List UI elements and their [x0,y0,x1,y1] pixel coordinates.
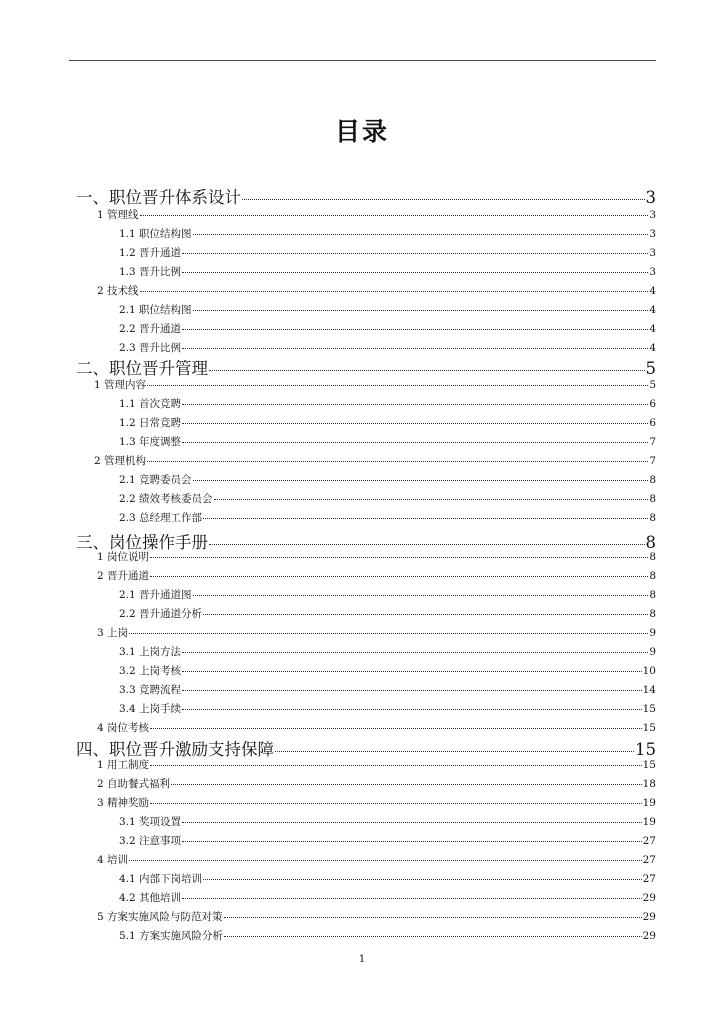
toc-entry-label: 2 技术线 [97,285,139,297]
toc-entry-page: 19 [642,797,656,809]
toc-entry-page: 15 [642,703,656,715]
toc-entry-label: 2.2 绩效考核委员会 [119,493,213,505]
toc-leader-dots [275,751,634,752]
toc-entry-label: 3 精神奖励 [97,797,150,809]
toc-entry-label: 1 管理线 [97,209,139,221]
toc-leader-dots [171,784,642,785]
toc-entry[interactable] [119,587,656,601]
toc-entry[interactable] [94,377,656,391]
toc-leader-dots [182,652,648,653]
toc-leader-dots [182,442,648,443]
toc-entry-page: 4 [649,285,656,297]
toc-entry[interactable] [119,264,656,278]
toc-entry-page: 19 [642,816,656,828]
toc-entry-page: 3 [645,188,656,207]
toc-leader-dots [147,385,648,386]
toc-leader-dots [203,518,648,519]
toc-entry[interactable] [76,529,656,552]
toc-entry-label: 1 管理内容 [94,379,147,391]
toc-entry-page: 15 [635,740,656,759]
toc-leader-dots [182,671,642,672]
page-number: 1 [358,954,366,965]
toc-entry[interactable] [119,472,656,486]
toc-entry-label: 2.1 职位结构图 [119,304,192,316]
toc-entry-page: 4 [649,323,656,335]
toc-entry-label: 2.2 晋升通道分析 [119,608,203,620]
toc-entry[interactable] [94,453,656,467]
toc-leader-dots [193,310,649,311]
toc-entry-page: 10 [642,665,656,677]
toc-leader-dots [150,576,648,577]
toc-leader-dots [150,765,642,766]
toc-entry-page: 4 [649,304,656,316]
toc-entry[interactable] [119,814,656,828]
toc-entry-page: 3 [649,228,656,240]
toc-leader-dots [182,272,648,273]
toc-entry-label: 四、职位晋升激励支持保障 [76,740,274,759]
toc-entry-label: 2.3 总经理工作部 [119,512,203,524]
toc-leader-dots [182,690,642,691]
toc-entry[interactable] [119,245,656,259]
toc-entry-label: 2.1 竞聘委员会 [119,474,192,486]
toc-entry-page: 29 [642,911,656,923]
toc-leader-dots [140,215,649,216]
toc-entry-page: 27 [642,854,656,866]
toc-leader-dots [209,544,645,545]
toc-entry-label: 3.3 竞聘流程 [119,684,182,696]
toc-leader-dots [182,423,648,424]
toc-entry-label: 3.1 上岗方法 [119,646,182,658]
toc-entry[interactable] [119,871,656,885]
toc-entry-page: 6 [649,417,656,429]
toc-entry-page: 8 [649,589,656,601]
toc-entry[interactable] [119,302,656,316]
toc-entry-page: 3 [649,247,656,259]
toc-entry-page: 14 [642,684,656,696]
toc-entry-label: 1.2 晋升通道 [119,247,182,259]
toc-entry-page: 3 [649,266,656,278]
toc-entry-label: 2 管理机构 [94,455,147,467]
toc-entry[interactable] [119,890,656,904]
toc-entry-page: 15 [642,759,656,771]
toc-entry-label: 1.2 日常竞聘 [119,417,182,429]
toc-leader-dots [182,348,648,349]
toc-entry-label: 二、职位晋升管理 [76,359,208,378]
toc-entry-label: 1.1 首次竞聘 [119,398,182,410]
toc-entry[interactable] [119,434,656,448]
toc-leader-dots [193,480,649,481]
toc-leader-dots [203,879,642,880]
toc-entry[interactable] [97,549,656,563]
toc-entry[interactable] [119,396,656,410]
toc-entry-label: 2.2 晋升通道 [119,323,182,335]
toc-entry[interactable] [97,207,656,221]
toc-entry-page: 15 [642,722,656,734]
toc-leader-dots [147,461,648,462]
toc-entry-label: 1 用工制度 [97,759,150,771]
toc-entry-page: 8 [649,512,656,524]
toc-leader-dots [150,557,648,558]
toc-leader-dots [182,404,648,405]
toc-entry[interactable] [97,625,656,639]
toc-entry[interactable] [97,909,656,923]
toc-entry[interactable] [119,415,656,429]
toc-leader-dots [182,329,648,330]
toc-entry[interactable] [97,757,656,771]
toc-leader-dots [150,803,642,804]
toc-entry-label: 一、职位晋升体系设计 [76,188,241,207]
toc-entry-page: 9 [649,646,656,658]
toc-leader-dots [182,898,642,899]
toc-entry-label: 1.1 职位结构图 [119,228,192,240]
toc-entry[interactable] [119,606,656,620]
toc-entry-page: 6 [649,398,656,410]
toc-entry[interactable] [119,928,656,942]
toc-entry-page: 5 [645,359,656,378]
toc-entry[interactable] [119,833,656,847]
toc-leader-dots [203,614,648,615]
toc-entry-label: 3.2 上岗考核 [119,665,182,677]
toc-entry[interactable] [97,852,656,866]
toc-entry-label: 3 上岗 [97,627,129,639]
toc-leader-dots [182,822,642,823]
toc-leader-dots [182,709,642,710]
toc-entry-label: 2.1 晋升通道图 [119,589,192,601]
toc-entry[interactable] [119,226,656,240]
toc-entry-label: 4 岗位考核 [97,722,150,734]
toc-entry[interactable] [97,795,656,809]
toc-entry-label: 1.3 年度调整 [119,436,182,448]
toc-entry-label: 5 方案实施风险与防范对策 [97,911,223,923]
toc-entry-page: 27 [642,835,656,847]
toc-entry-page: 4 [649,342,656,354]
toc-entry[interactable] [119,644,656,658]
page-title: 目录 [334,117,389,146]
toc-leader-dots [150,728,642,729]
toc-entry-page: 5 [649,379,656,391]
toc-entry-page: 29 [642,892,656,904]
toc-leader-dots [242,199,645,200]
toc-entry[interactable] [97,720,656,734]
toc-entry[interactable] [119,340,656,354]
toc-leader-dots [140,291,649,292]
toc-entry-label: 3.1 奖项设置 [119,816,182,828]
toc-entry-label: 4.1 内部下岗培训 [119,873,203,885]
toc-leader-dots [129,860,642,861]
toc-entry[interactable] [119,510,656,524]
toc-entry[interactable] [119,491,656,505]
toc-entry[interactable] [119,682,656,696]
toc-entry-page: 8 [645,533,656,552]
toc-entry-label: 1.3 晋升比例 [119,266,182,278]
toc-leader-dots [182,253,648,254]
toc-entry-label: 2 自助餐式福利 [97,778,171,790]
toc-leader-dots [193,234,649,235]
toc-entry[interactable] [76,184,656,207]
toc-entry-page: 8 [649,493,656,505]
toc-entry[interactable] [119,321,656,335]
toc-entry-label: 4.2 其他培训 [119,892,182,904]
toc-entry[interactable] [97,283,656,297]
toc-entry-label: 3.4 上岗手续 [119,703,182,715]
toc-entry-page: 7 [649,436,656,448]
toc-entry-page: 9 [649,627,656,639]
toc-entry-page: 3 [649,209,656,221]
toc-entry-label: 3.2 注意事项 [119,835,182,847]
toc-leader-dots [129,633,648,634]
toc-entry-page: 8 [649,551,656,563]
toc-entry[interactable] [97,568,656,582]
toc-entry[interactable] [119,663,656,677]
toc-entry-label: 5.1 方案实施风险分析 [119,930,224,942]
toc-leader-dots [209,370,645,371]
toc-entry-label: 4 培训 [97,854,129,866]
toc-entry-label: 2 晋升通道 [97,570,150,582]
toc-entry-page: 7 [649,455,656,467]
toc-leader-dots [193,595,649,596]
toc-leader-dots [214,499,649,500]
toc-entry[interactable] [97,776,656,790]
toc-entry-page: 29 [642,930,656,942]
toc-entry-page: 18 [642,778,656,790]
toc-entry[interactable] [76,736,656,759]
toc-entry-label: 1 岗位说明 [97,551,150,563]
toc-leader-dots [224,936,642,937]
toc-entry-page: 8 [649,570,656,582]
header-rule [69,60,656,61]
toc-entry[interactable] [119,701,656,715]
toc-entry-label: 2.3 晋升比例 [119,342,182,354]
toc-entry-page: 8 [649,474,656,486]
toc-entry[interactable] [76,355,656,378]
toc-leader-dots [224,917,642,918]
toc-entry-page: 8 [649,608,656,620]
toc-leader-dots [182,841,642,842]
toc-entry-label: 三、岗位操作手册 [76,533,208,552]
toc-entry-page: 27 [642,873,656,885]
